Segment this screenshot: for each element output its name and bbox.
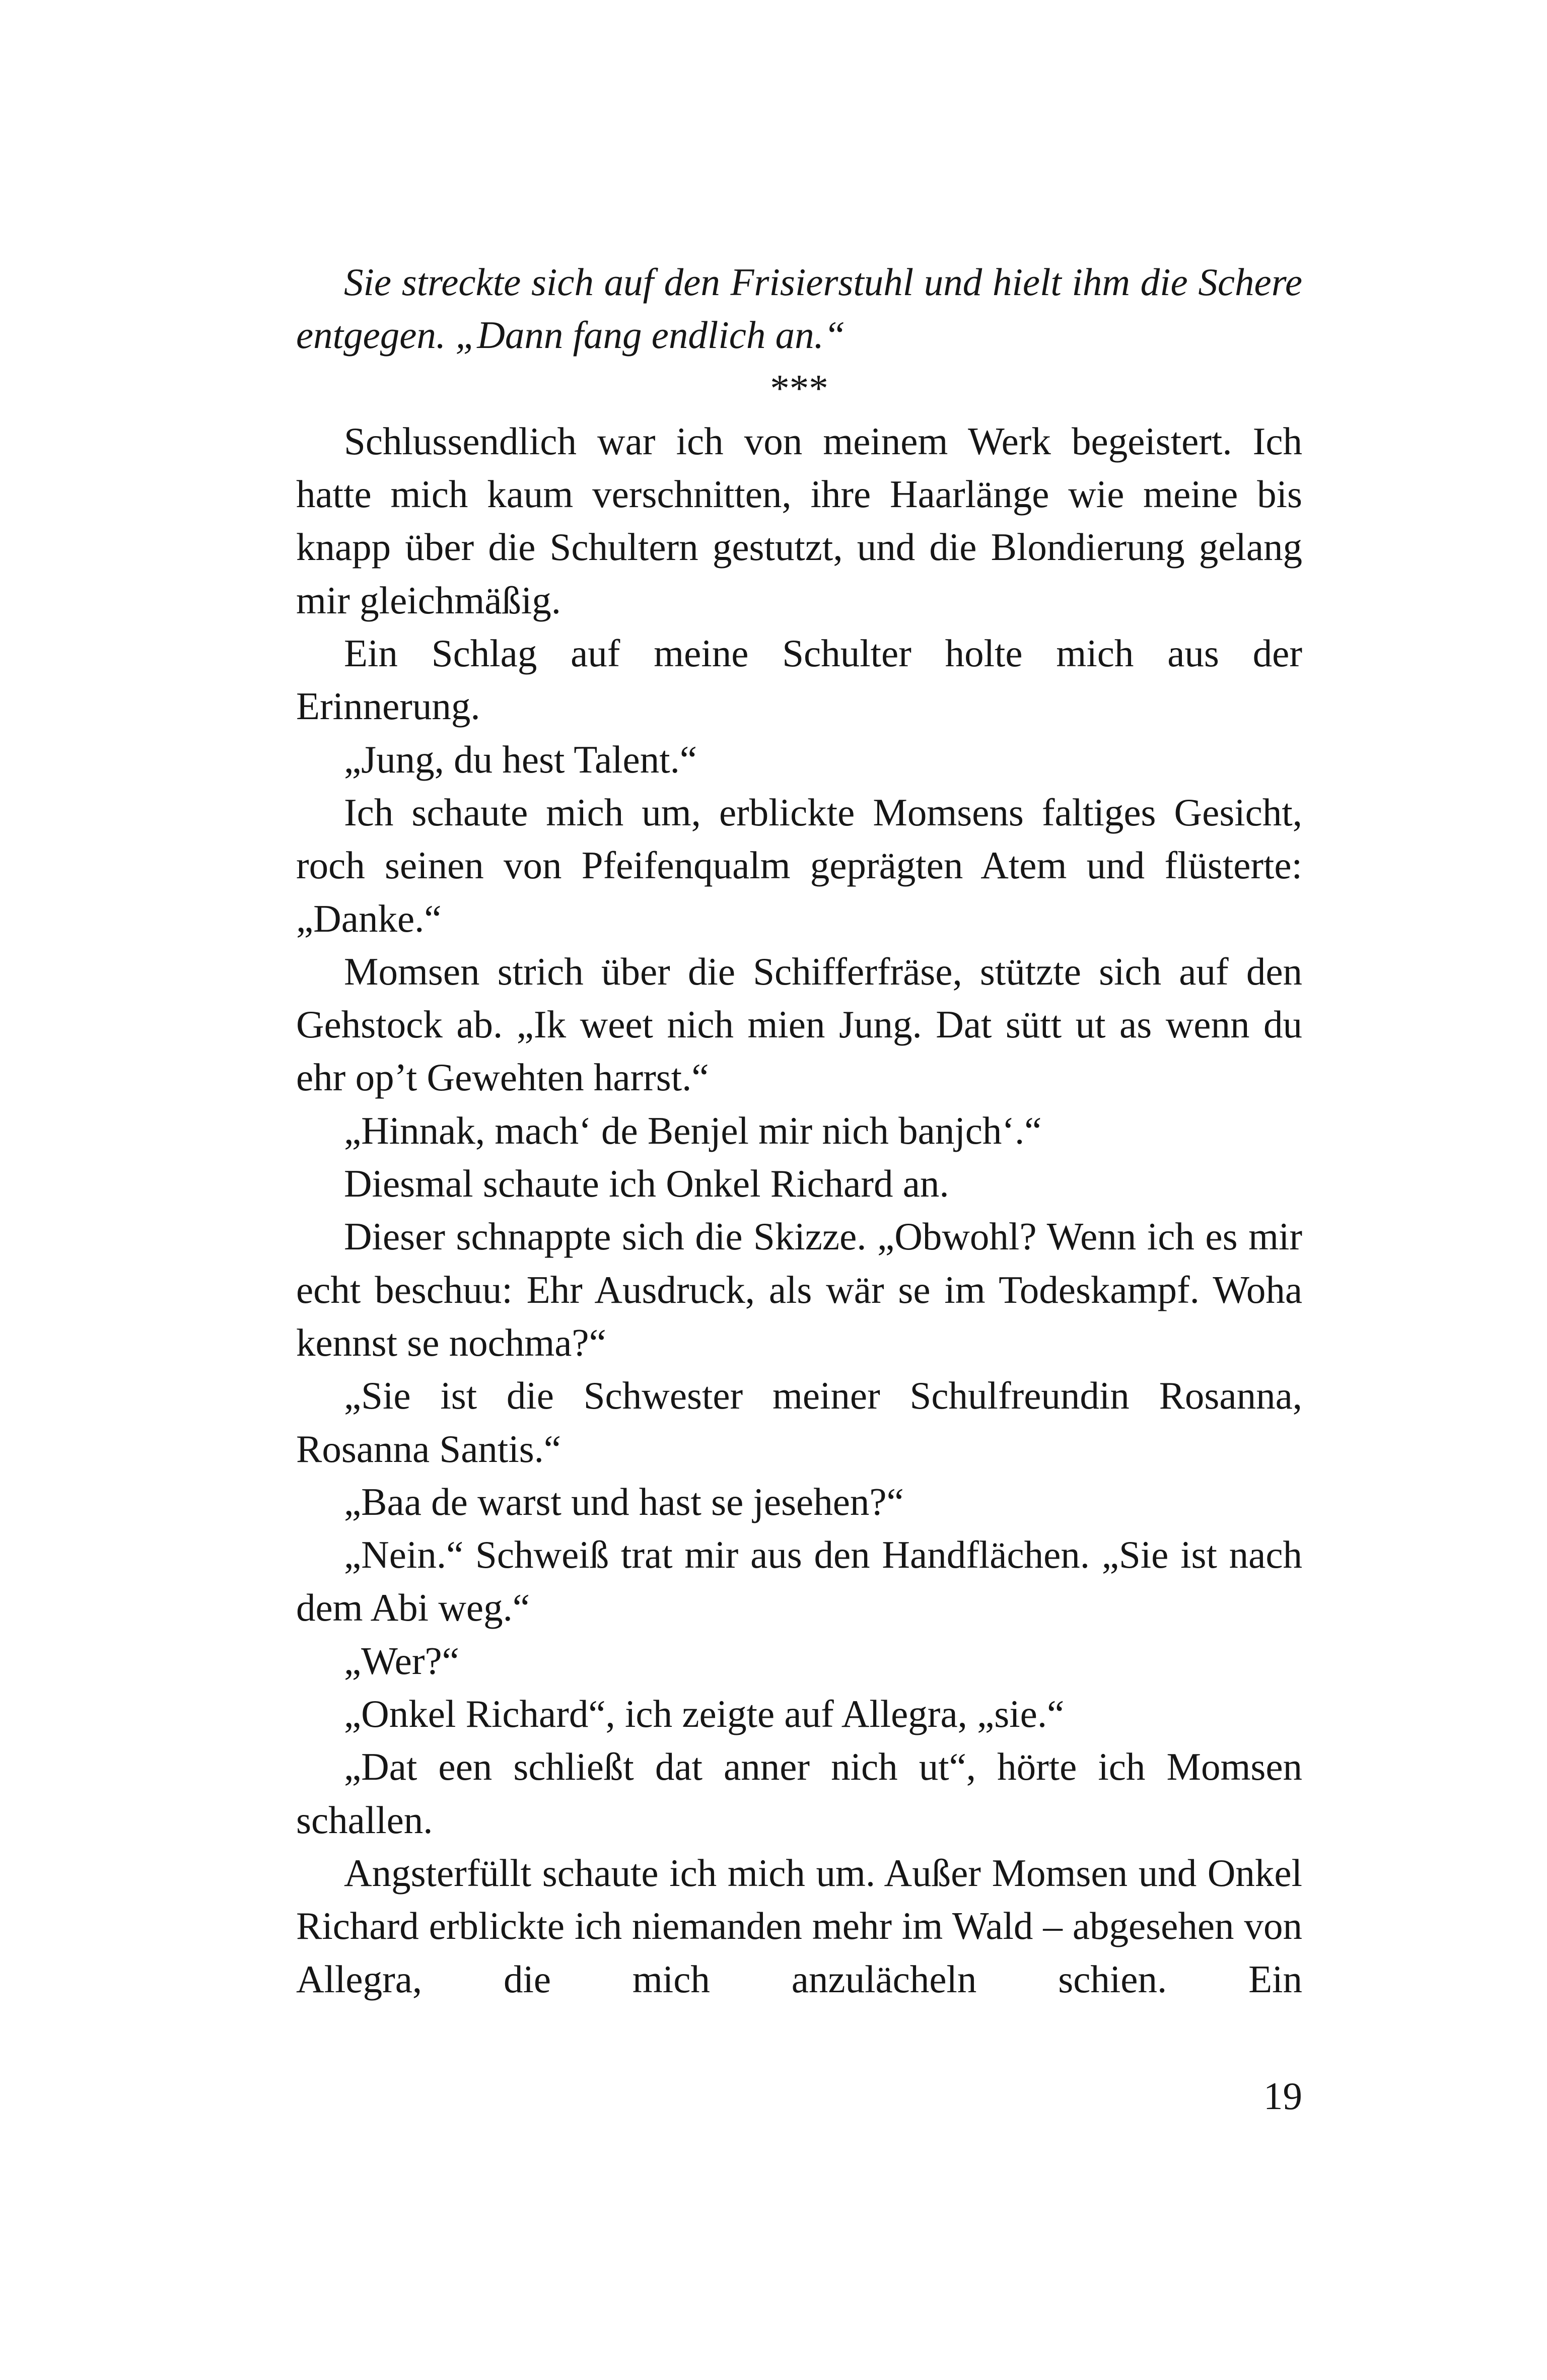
paragraph: „Baa de warst und hast se jesehen?“ bbox=[344, 1480, 904, 1523]
paragraph: „Nein.“ Schweiß trat mir aus den Handflächen. „Sie ist nach dem Abi weg.“ bbox=[296, 1533, 1302, 1630]
paragraph: „Dat een schließt dat anner nich ut“, hörte ich Momsen schallen. bbox=[296, 1745, 1302, 1842]
body-text bbox=[296, 256, 1302, 2006]
paragraph: Dieser schnappte sich die Skizze. „Obwohl? Wenn ich es mir echt beschuu: Ehr Ausdruck, als wär se im Todeskampf. Woha kennst se nochma?“ bbox=[296, 1215, 1302, 1364]
paragraph-last: Angsterfüllt schaute ich mich um. Außer Momsen und Onkel Richard erblickte ich niemanden mehr im Wald – abgesehen von Allegra, die mich anzulächeln schien. Ein bbox=[296, 1851, 1302, 2001]
scene-break: *** bbox=[770, 366, 828, 410]
paragraph: „Jung, du hest Talent.“ bbox=[344, 737, 697, 781]
paragraph: Schlussendlich war ich von meinem Werk begeistert. Ich hatte mich kaum verschnitten, ihre Haarlänge wie meine bis knapp über die Schultern gestutzt, und die Blondierung gelang mir gleichmäßig. bbox=[296, 419, 1302, 622]
paragraph: Momsen strich über die Schifferfräse, stützte sich auf den Gehstock ab. „Ik weet nich mien Jung. Dat sütt ut as wenn du ehr op’t Gewehten harrst.“ bbox=[296, 949, 1302, 1099]
paragraph: Ich schaute mich um, erblickte Momsens faltiges Gesicht, roch seinen von Pfeifenqualm geprägten Atem und flüsterte: „Danke.“ bbox=[296, 790, 1302, 940]
paragraph: Ein Schlag auf meine Schulter holte mich aus der Erinnerung. bbox=[296, 632, 1302, 728]
paragraph: Diesmal schaute ich Onkel Richard an. bbox=[344, 1162, 949, 1206]
paragraph: „Hinnak, mach‘ de Benjel mir nich banjch‘.“ bbox=[344, 1108, 1042, 1152]
paragraph: „Onkel Richard“, ich zeigte auf Allegra, „sie.“ bbox=[344, 1692, 1065, 1736]
paragraph: „Sie ist die Schwester meiner Schulfreundin Rosanna, Rosanna Santis.“ bbox=[296, 1374, 1302, 1471]
paragraph: „Wer?“ bbox=[344, 1639, 459, 1683]
page-number: 19 bbox=[1263, 2074, 1302, 2118]
paragraph-italic-flashback: Sie streckte sich auf den Frisierstuhl und hielt ihm die Schere entgegen. „Dann fang endlich an.“ bbox=[296, 260, 1302, 357]
